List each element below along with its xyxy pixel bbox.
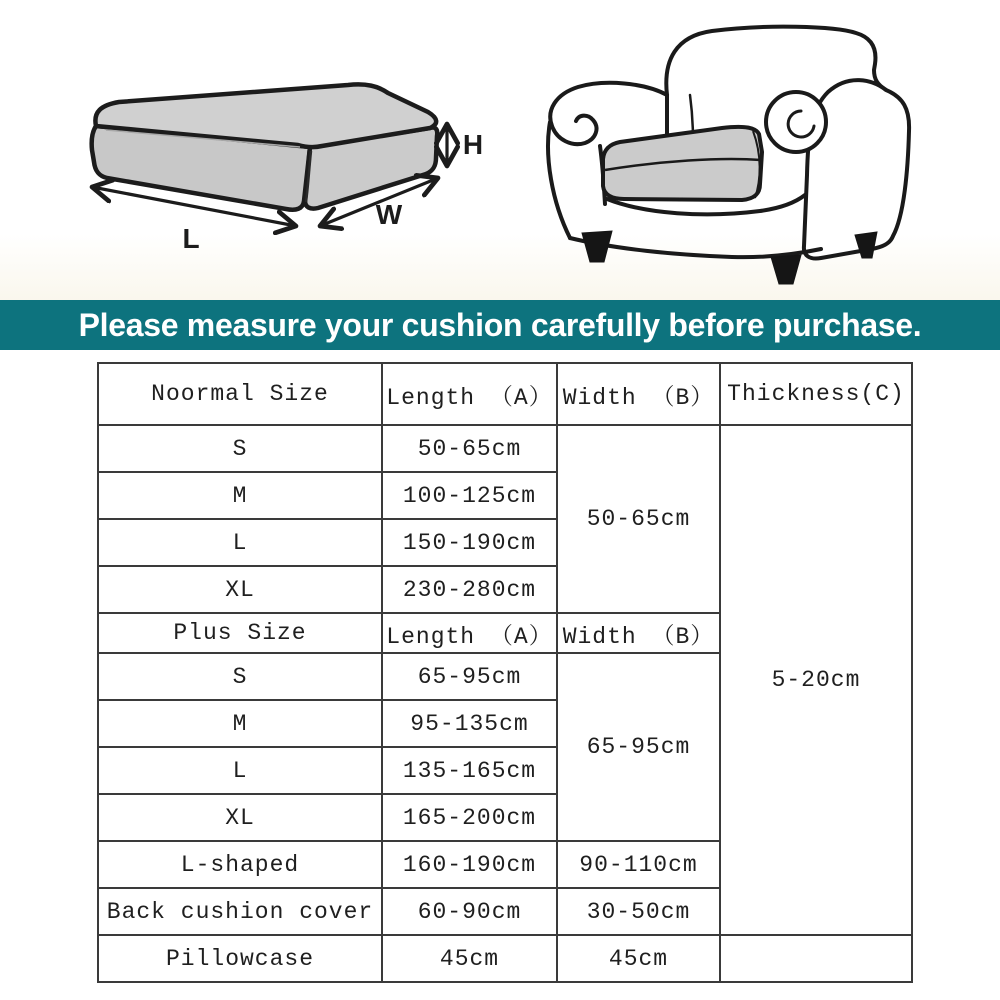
cell-size: L: [98, 519, 382, 566]
header-thickness: Thickness(C): [720, 363, 912, 425]
armchair-right-leg: [855, 232, 877, 258]
cell-size: S: [98, 425, 382, 472]
illustrations-section: [0, 0, 1000, 300]
cell-length: 165-200cm: [382, 794, 557, 841]
armchair-front-leg: [771, 255, 801, 284]
cell-size: XL: [98, 566, 382, 613]
cell-thickness-empty: [720, 935, 912, 982]
header-plus-size: Plus Size: [98, 613, 382, 653]
length-label: L: [182, 223, 200, 254]
cell-length: 150-190cm: [382, 519, 557, 566]
header-width: Width （B）: [557, 363, 720, 425]
cell-size: L: [98, 747, 382, 794]
table-row: [98, 935, 912, 982]
height-label: H: [462, 129, 484, 160]
cell-size: Back cushion cover: [98, 888, 382, 935]
measure-notice-banner: [0, 300, 1000, 350]
cell-width-normal-merged: 50-65cm: [557, 425, 720, 613]
cell-length: 230-280cm: [382, 566, 557, 613]
cell-size: M: [98, 472, 382, 519]
cell-thickness-merged: 5-20cm: [720, 425, 912, 935]
measure-notice-text: Please measure your cushion carefully before purchase.: [78, 306, 922, 343]
cell-length: 135-165cm: [382, 747, 557, 794]
cell-size: XL: [98, 794, 382, 841]
cell-length: 65-95cm: [382, 653, 557, 700]
cell-length: 100-125cm: [382, 472, 557, 519]
armchair-left-arm-scroll: [550, 83, 667, 144]
cell-length: 60-90cm: [382, 888, 557, 935]
table-row: [98, 425, 912, 472]
armchair-left-leg: [582, 231, 612, 262]
cell-width: 45cm: [557, 935, 720, 982]
cell-size: M: [98, 700, 382, 747]
table-header-row: [98, 363, 912, 425]
cell-length: 50-65cm: [382, 425, 557, 472]
width-label: W: [375, 199, 403, 230]
armchair-seat-cushion: [603, 127, 762, 200]
cell-size: Pillowcase: [98, 935, 382, 982]
cell-width: 90-110cm: [557, 841, 720, 888]
cell-length: 160-190cm: [382, 841, 557, 888]
cell-size: L-shaped: [98, 841, 382, 888]
header-length: Length （A）: [382, 363, 557, 425]
header-size: Noormal Size: [98, 363, 382, 425]
armchair-right-arm-scroll: [766, 92, 826, 152]
header-plus-width: Width （B）: [557, 613, 720, 653]
cell-size: S: [98, 653, 382, 700]
header-plus-length: Length （A）: [382, 613, 557, 653]
size-table: [97, 362, 913, 983]
cell-width: 30-50cm: [557, 888, 720, 935]
cell-length: 95-135cm: [382, 700, 557, 747]
cell-length: 45cm: [382, 935, 557, 982]
cell-width-plus-merged: 65-95cm: [557, 653, 720, 841]
cushion-box: [92, 84, 438, 209]
cushion-diagram-icon: [0, 0, 520, 300]
armchair-icon: [520, 0, 980, 300]
